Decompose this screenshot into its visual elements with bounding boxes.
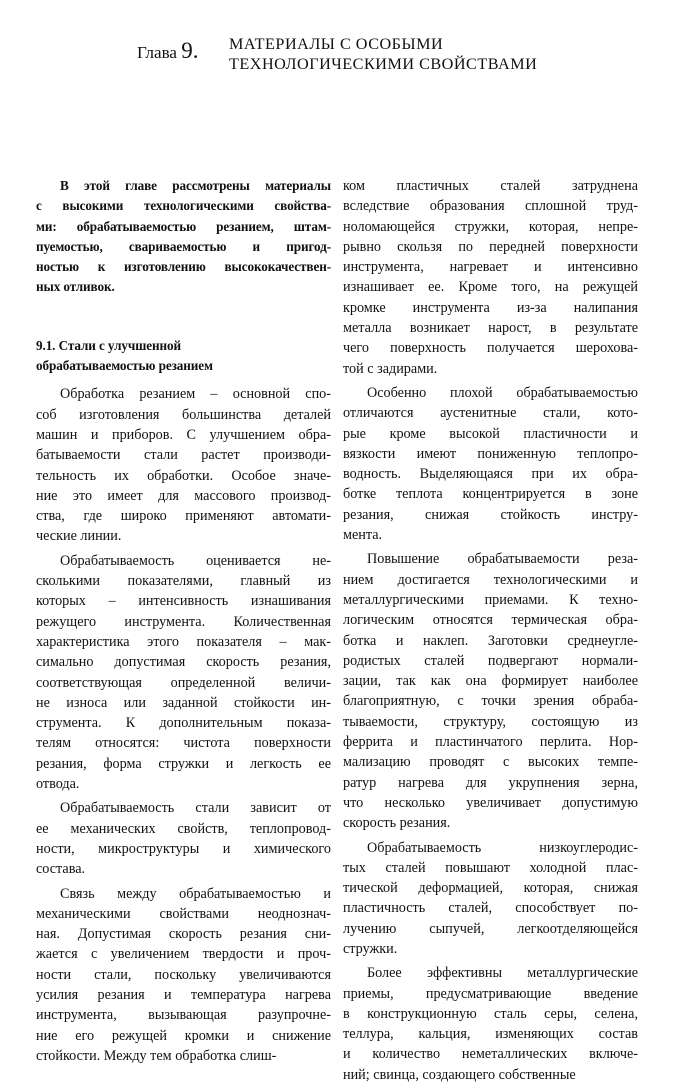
paragraph bbox=[36, 884, 331, 1067]
text-line: ком пластичных сталей затруднена bbox=[343, 178, 638, 194]
paragraph bbox=[343, 963, 638, 1085]
text-line: симально допустимая скорость резания, bbox=[36, 654, 331, 671]
text-line: отличаются аустенитные стали, кото- bbox=[343, 405, 638, 422]
text-line: струмента. К дополнительным показа- bbox=[36, 715, 331, 732]
chapter-word: Глава bbox=[137, 43, 177, 62]
spacer bbox=[36, 298, 331, 336]
chapter-title-line: МАТЕРИАЛЫ С ОСОБЫМИ bbox=[229, 35, 444, 53]
text-line: Особенно плохой обрабатываемостью bbox=[367, 384, 638, 401]
chapter-title bbox=[229, 34, 537, 74]
text-line: рые кроме высокой пластичности и bbox=[343, 425, 638, 442]
text-line: отвода. bbox=[36, 776, 80, 793]
text-line: ности стали, поскольку увеличиваются bbox=[36, 966, 331, 983]
chapter-title-line: ТЕХНОЛОГИЧЕСКИМИ СВОЙСТВАМИ bbox=[229, 55, 538, 73]
right-column bbox=[343, 176, 638, 1085]
text-line: ние это имеет для массового производ- bbox=[36, 487, 331, 504]
text-line: ее механических свойств, теплопровод- bbox=[36, 820, 331, 837]
left-column bbox=[36, 176, 331, 1066]
text-line: соответствующая определенной величи- bbox=[36, 674, 331, 691]
text-line: родистых сталей подвергают нормали- bbox=[343, 652, 638, 669]
text-line: сколькими показателями, главный из bbox=[36, 573, 331, 590]
text-line: инструмента, вызывающая разупрочне- bbox=[36, 1007, 331, 1024]
text-line: ноломающейся стружки, которая, непре- bbox=[343, 218, 638, 235]
text-line: вследствие образования сплошной труд- bbox=[343, 198, 638, 215]
text-line: ства, где широко применяют автомати- bbox=[36, 508, 331, 525]
chapter-header bbox=[0, 30, 676, 90]
text-line: вязкости имеют пониженную теплопро- bbox=[343, 445, 638, 462]
text-line: лучению сыпучей, легкоотделяющейся bbox=[343, 920, 638, 937]
section-heading-line: 9.1. Стали с улучшенной bbox=[36, 337, 181, 353]
text-line: телям относятся: чистота поверхности bbox=[36, 735, 331, 752]
text-line: ботка и наклеп. Заготовки среднеугле- bbox=[343, 632, 638, 649]
text-line: стойкости. Между тем обработка слиш- bbox=[36, 1047, 277, 1064]
text-line: Обрабатываемость стали зависит от bbox=[60, 800, 331, 817]
section-heading-line: обрабатываемостью резанием bbox=[36, 358, 213, 374]
intro-line: ностью к изготовлению высококачествен- bbox=[36, 259, 331, 275]
intro-line: ных отливок. bbox=[36, 279, 115, 295]
text-line: изнашивает ее. Кроме того, на режущей bbox=[343, 279, 638, 296]
spacer bbox=[36, 376, 331, 384]
text-line: тых сталей повышают холодной плас- bbox=[343, 859, 638, 876]
text-line: Повышение обрабатываемости реза- bbox=[367, 551, 638, 568]
text-line: нием достигается технологическими и bbox=[343, 571, 638, 588]
text-line: той с задирами. bbox=[343, 360, 438, 377]
text-line: резания, снижая стойкость инстру- bbox=[343, 506, 638, 523]
paragraph bbox=[343, 838, 638, 960]
text-line: рывно скользя по передней поверхности bbox=[343, 238, 638, 255]
text-line: что несколько увеличивает допустимую bbox=[343, 794, 638, 811]
text-line: механическими свойствами неоднознач- bbox=[36, 905, 331, 922]
text-line: зации, так как она формирует наиболее bbox=[343, 673, 638, 690]
text-line: водность. Выделяющаяся при их обра- bbox=[343, 466, 638, 483]
text-line: благоприятную, с точки зрения обраба- bbox=[343, 693, 638, 710]
text-line: машин и приборов. С улучшением обра- bbox=[36, 426, 331, 443]
text-line: ние его режущей кромки и снижение bbox=[36, 1027, 331, 1044]
text-line: жается с увеличением твердости и проч- bbox=[36, 946, 331, 963]
chapter-label bbox=[137, 38, 198, 64]
text-line: Связь между обрабатываемостью и bbox=[60, 885, 331, 902]
text-line: тельность их обработки. Особое значе- bbox=[36, 467, 331, 484]
intro-line: ми: обрабатываемостью резанием, штам- bbox=[36, 218, 331, 234]
text-line: соб изготовления большинства деталей bbox=[36, 406, 331, 423]
text-line: и количество неметаллических включе- bbox=[343, 1046, 638, 1063]
paragraph bbox=[36, 551, 331, 795]
text-line: характеристика этого показателя – мак- bbox=[36, 633, 331, 650]
text-line: ний; свинца, создающего собственные bbox=[343, 1066, 576, 1083]
text-line: пластичность сталей, способствует по- bbox=[343, 900, 638, 917]
text-line: тываемости, структуру, состоящую из bbox=[343, 713, 638, 730]
section-heading bbox=[36, 336, 331, 377]
text-line: логическим относятся термическая обра- bbox=[343, 612, 638, 629]
intro-line: с высокими технологическими свойства- bbox=[36, 198, 331, 214]
text-line: чего поверхность получается шерохова- bbox=[343, 340, 638, 357]
text-line: которых – интенсивность изнашивания bbox=[36, 593, 331, 610]
paragraph bbox=[343, 176, 638, 379]
chapter-number: 9. bbox=[181, 38, 199, 63]
text-line: Более эффективны металлургические bbox=[367, 965, 638, 982]
text-line: Обработка резанием – основной спо- bbox=[60, 386, 331, 403]
intro-line: пуемостью, свариваемостью и пригод- bbox=[36, 238, 331, 254]
text-line: Обрабатываемость низкоуглеродис- bbox=[367, 839, 638, 856]
chapter-intro bbox=[36, 176, 331, 298]
text-line: ратур нагрева для укрупнения зерна, bbox=[343, 774, 638, 791]
text-line: стружки. bbox=[343, 940, 398, 957]
text-line: приемы, предусматривающие введение bbox=[343, 985, 638, 1002]
text-line: ческие линии. bbox=[36, 528, 122, 545]
text-line: ности, микроструктуры и химического bbox=[36, 840, 331, 857]
text-line: режущего инструмента. Количественная bbox=[36, 613, 331, 630]
paragraph bbox=[36, 798, 331, 879]
text-line: металлургическими приемами. К техно- bbox=[343, 591, 638, 608]
text-line: ботке теплота концентрируется в зоне bbox=[343, 486, 638, 503]
text-line: феррита и пластинчатого перлита. Нор- bbox=[343, 734, 638, 751]
text-line: мализацию проводят с высоких темпе- bbox=[343, 754, 638, 771]
text-line: усилия резания и температура нагрева bbox=[36, 986, 331, 1003]
text-line: в конструкционную сталь серы, селена, bbox=[343, 1005, 638, 1022]
text-line: кромке инструмента из-за налипания bbox=[343, 299, 638, 316]
text-line: Обрабатываемость оценивается не- bbox=[60, 552, 331, 569]
text-line: мента. bbox=[343, 527, 383, 544]
paragraph bbox=[36, 384, 331, 546]
text-line: металла возникает нарост, в результате bbox=[343, 320, 638, 337]
intro-line: В этой главе рассмотрены материалы bbox=[60, 178, 331, 193]
text-line: батываемости стали растет производи- bbox=[36, 447, 331, 464]
text-line: теллура, кальция, изменяющих состав bbox=[343, 1026, 638, 1043]
paragraph bbox=[343, 549, 638, 833]
text-line: ная. Допустимая скорость резания сни- bbox=[36, 926, 331, 943]
text-line: скорость резания. bbox=[343, 815, 451, 832]
text-line: состава. bbox=[36, 861, 86, 878]
text-line: резания, форма стружки и легкость ее bbox=[36, 755, 331, 772]
text-line: инструмента, нагревает и интенсивно bbox=[343, 259, 638, 276]
text-line: тической деформацией, которая, снижая bbox=[343, 880, 638, 897]
paragraph bbox=[343, 383, 638, 545]
text-line: не износа или заданной стойкости ин- bbox=[36, 694, 331, 711]
